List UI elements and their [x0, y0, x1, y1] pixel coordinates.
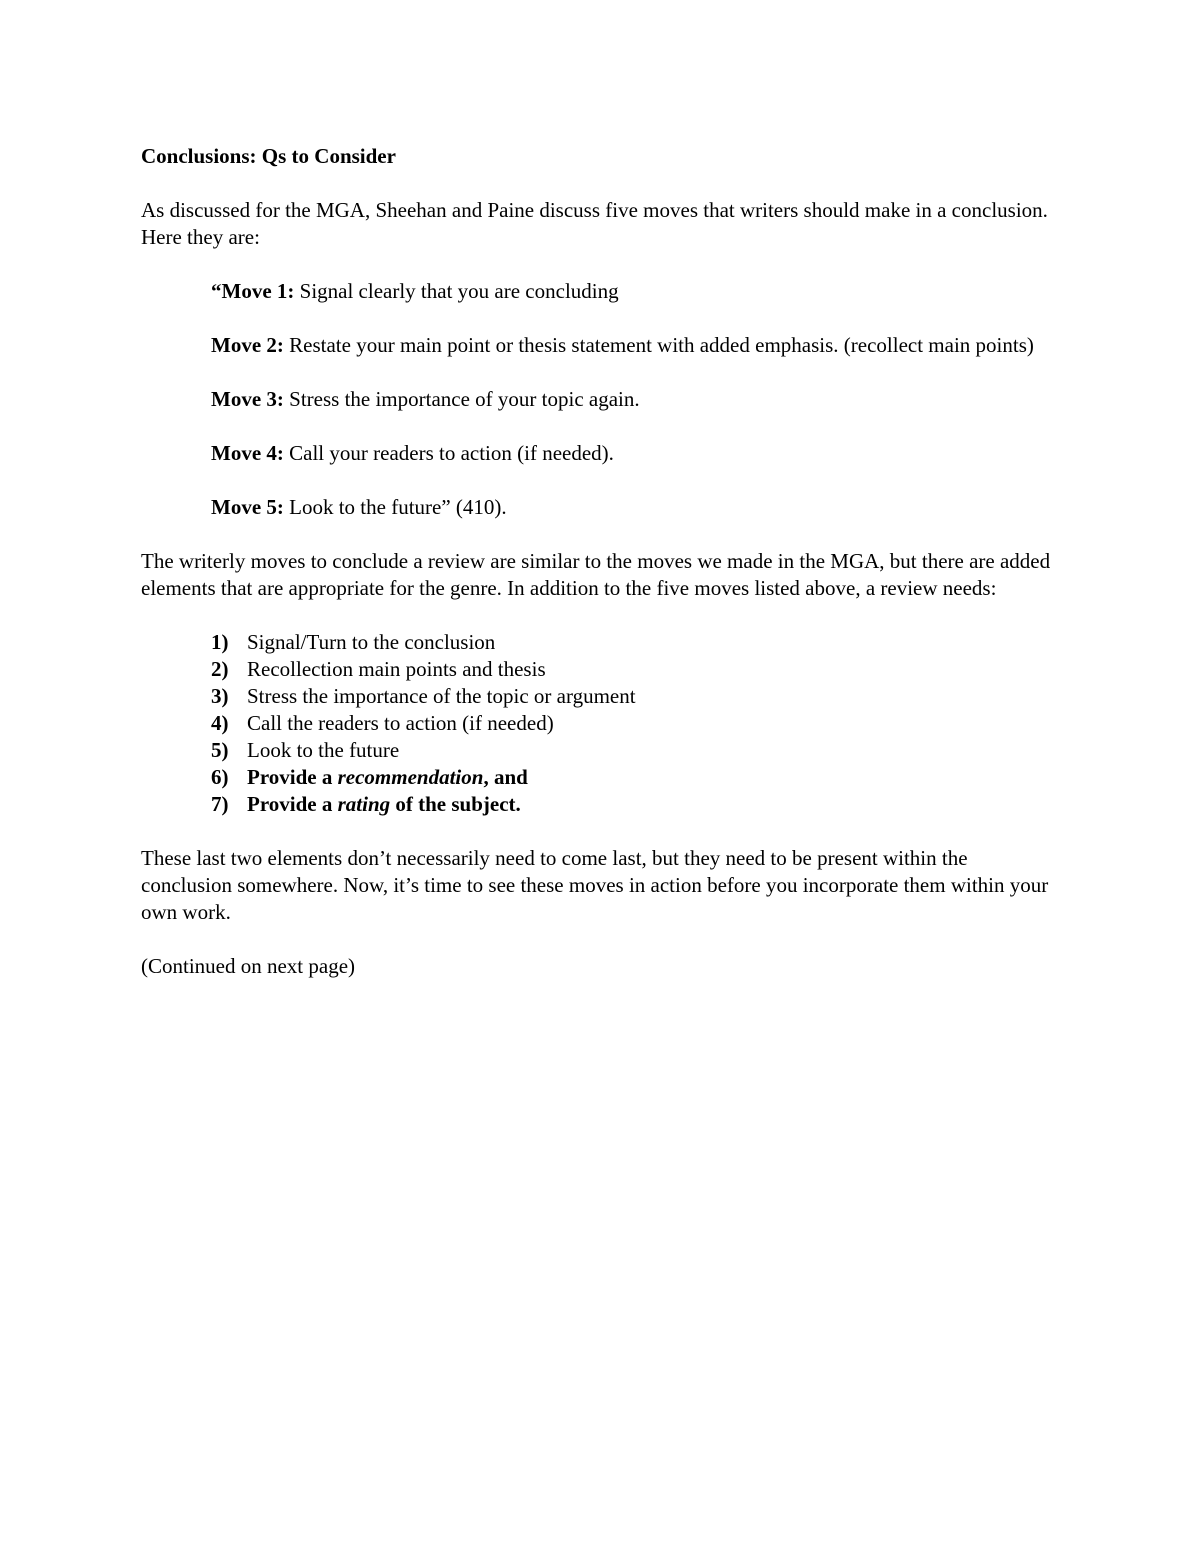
list-item: [211, 629, 1061, 656]
list-number: 5): [211, 738, 229, 762]
list-text-emphasis: recommendation: [337, 765, 484, 789]
review-needs-list: [141, 629, 1061, 818]
document-page: [141, 143, 1061, 1007]
list-text: Call the readers to action (if needed): [247, 711, 554, 735]
list-text: Recollection main points and thesis: [247, 657, 546, 681]
move-text: Restate your main point or thesis statement with added emphasis. (recollect main points): [283, 333, 1034, 357]
move-text: Signal clearly that you are concluding: [294, 279, 619, 303]
move-item: [211, 494, 1061, 521]
list-text: Look to the future: [247, 738, 400, 762]
list-number: 3): [211, 684, 229, 708]
list-text-pre: Provide a: [247, 792, 338, 816]
moves-list: [141, 278, 1061, 521]
move-label: Move 5:: [211, 495, 284, 519]
list-text: [247, 765, 528, 789]
move-label: Move 4:: [211, 441, 284, 465]
list-number: 2): [211, 657, 229, 681]
list-item: [211, 710, 1061, 737]
continued-note: (Continued on next page): [141, 954, 356, 978]
move-label: Move 3:: [211, 387, 284, 411]
list-number: 6): [211, 765, 229, 789]
move-label: Move 2:: [211, 333, 284, 357]
list-item: [211, 764, 1061, 791]
move-item: [211, 440, 1061, 467]
list-text-emphasis: rating: [337, 792, 391, 816]
move-label: “Move 1:: [211, 279, 295, 303]
list-text: Stress the importance of the topic or argument: [247, 684, 636, 708]
move-item: [211, 332, 1061, 359]
intro-paragraph: As discussed for the MGA, Sheehan and Paine discuss five moves that writers should make in a conclusion. Here they are:: [141, 198, 1048, 249]
transition-paragraph: The writerly moves to conclude a review are similar to the moves we made in the MGA, but there are added elements that are appropriate for the genre. In addition to the five moves listed above, a review needs:: [141, 549, 1051, 600]
list-number: 4): [211, 711, 229, 735]
list-text-pre: Provide a: [247, 765, 338, 789]
list-item: [211, 656, 1061, 683]
list-text-post: , and: [483, 765, 528, 789]
document-title: Conclusions: Qs to Consider: [141, 144, 396, 168]
move-item: [211, 278, 1061, 305]
move-text: Look to the future” (410).: [283, 495, 507, 519]
list-number: 1): [211, 630, 229, 654]
move-text: Call your readers to action (if needed).: [283, 441, 614, 465]
move-text: Stress the importance of your topic again.: [283, 387, 640, 411]
list-item: [211, 683, 1061, 710]
list-text: [247, 792, 521, 816]
list-text-post: of the subject.: [390, 792, 521, 816]
closing-paragraph: These last two elements don’t necessarily need to come last, but they need to be present within the conclusion somewhere. Now, it’s time to see these moves in action before you incorporate them within your own work.: [141, 846, 1049, 924]
move-item: [211, 386, 1061, 413]
list-item: [211, 791, 1061, 818]
list-text: Signal/Turn to the conclusion: [247, 630, 496, 654]
list-number: 7): [211, 792, 229, 816]
list-item: [211, 737, 1061, 764]
